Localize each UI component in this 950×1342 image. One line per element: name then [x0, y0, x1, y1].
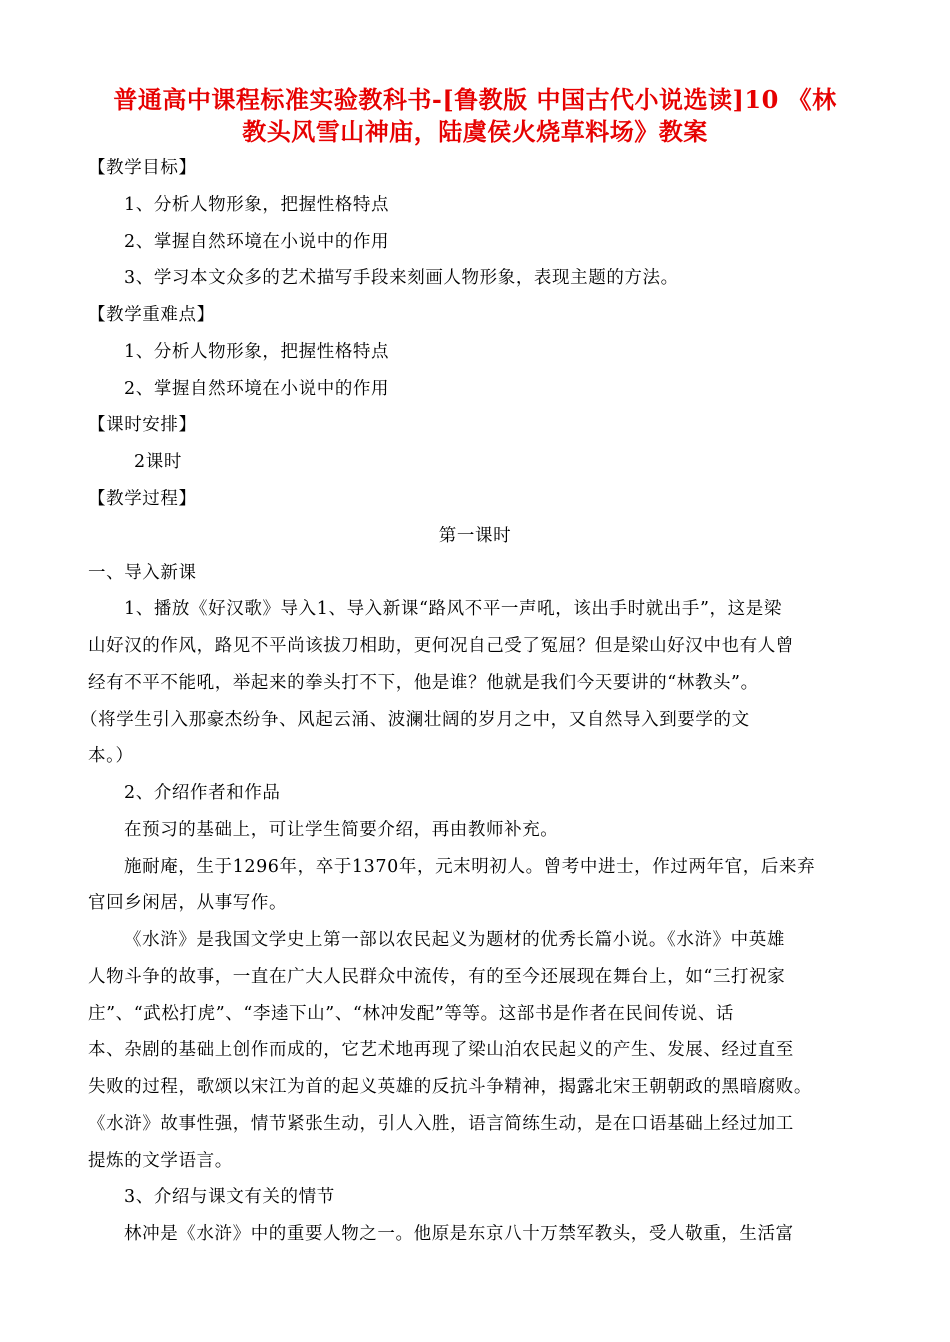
section-heading-key-points: 【教学重难点】	[88, 305, 215, 325]
paragraph-line: 山好汉的作风，路见不平尚该拔刀相助，更何况自己受了冤屈？但是梁山好汉中也有人曾	[88, 636, 794, 656]
section-heading-schedule: 【课时安排】	[88, 415, 197, 435]
paragraph-line: 1、播放《好汉歌》导入1、导入新课“路风不平一声吼，该出手时就出手”，这是梁	[124, 599, 782, 619]
paragraph-line: 庄”、“武松打虎”、“李逵下山”、“林冲发配”等等。这部书是作者在民间传说、话	[88, 1004, 735, 1024]
paragraph-line: 在预习的基础上，可让学生简要介绍，再由教师补充。	[124, 820, 559, 840]
paragraph-line: 本。）	[88, 746, 134, 766]
subsection-heading-intro: 一、导入新课	[88, 563, 197, 583]
key-point-item: 1、分析人物形象，把握性格特点	[124, 342, 390, 362]
section-heading-process: 【教学过程】	[88, 489, 197, 509]
lesson-title: 第一课时	[438, 526, 512, 546]
paragraph-line: 施耐庵，生于1296年，卒于1370年，元末明初人。曾考中进士，作过两年官，后来弃	[124, 857, 816, 877]
section-heading-goals: 【教学目标】	[88, 158, 197, 178]
paragraph-line: 提炼的文学语言。	[88, 1151, 233, 1171]
subsection-heading-plot: 3、介绍与课文有关的情节	[124, 1187, 335, 1207]
paragraph-line: 本、杂剧的基础上创作而成的，它艺术地再现了梁山泊农民起义的产生、发展、经过直至	[88, 1040, 794, 1060]
document-title-line-2: 教头风雪山神庙，陆虞侯火烧草料场》教案	[242, 117, 708, 146]
paragraph-line: 官回乡闲居，从事写作。	[88, 893, 288, 913]
paragraph-line: 《水浒》故事性强，情节紧张生动，引人入胜，语言简练生动，是在口语基础上经过加工	[88, 1114, 794, 1134]
goal-item: 2、掌握自然环境在小说中的作用	[124, 232, 390, 252]
goal-item: 1、分析人物形象，把握性格特点	[124, 195, 390, 215]
schedule-value: 2课时	[134, 452, 182, 472]
paragraph-line: 经有不平不能吼，举起来的拳头打不下，他是谁？他就是我们今天要讲的“林教头”。	[88, 673, 759, 693]
document-title-line-1: 普通高中课程标准实验教科书-[鲁教版 中国古代小说选读]10 《林	[113, 85, 837, 114]
subsection-heading-author: 2、介绍作者和作品	[124, 783, 281, 803]
paragraph-line: 《水浒》是我国文学史上第一部以农民起义为题材的优秀长篇小说。《水浒》中英雄	[124, 930, 785, 950]
goal-item: 3、学习本文众多的艺术描写手段来刻画人物形象，表现主题的方法。	[124, 268, 679, 288]
key-point-item: 2、掌握自然环境在小说中的作用	[124, 379, 390, 399]
paragraph-line: 林冲是《水浒》中的重要人物之一。他原是东京八十万禁军教头，受人敬重，生活富	[124, 1224, 794, 1244]
paragraph-line: 人物斗争的故事，一直在广大人民群众中流传，有的至今还展现在舞台上，如“三打祝家	[88, 967, 786, 987]
paragraph-line: 失败的过程，歌颂以宋江为首的起义英雄的反抗斗争精神，揭露北宋王朝朝政的黑暗腐败。	[88, 1077, 812, 1097]
paragraph-line: （将学生引入那豪杰纷争、风起云涌、波澜壮阔的岁月之中，又自然导入到要学的文	[80, 710, 750, 730]
